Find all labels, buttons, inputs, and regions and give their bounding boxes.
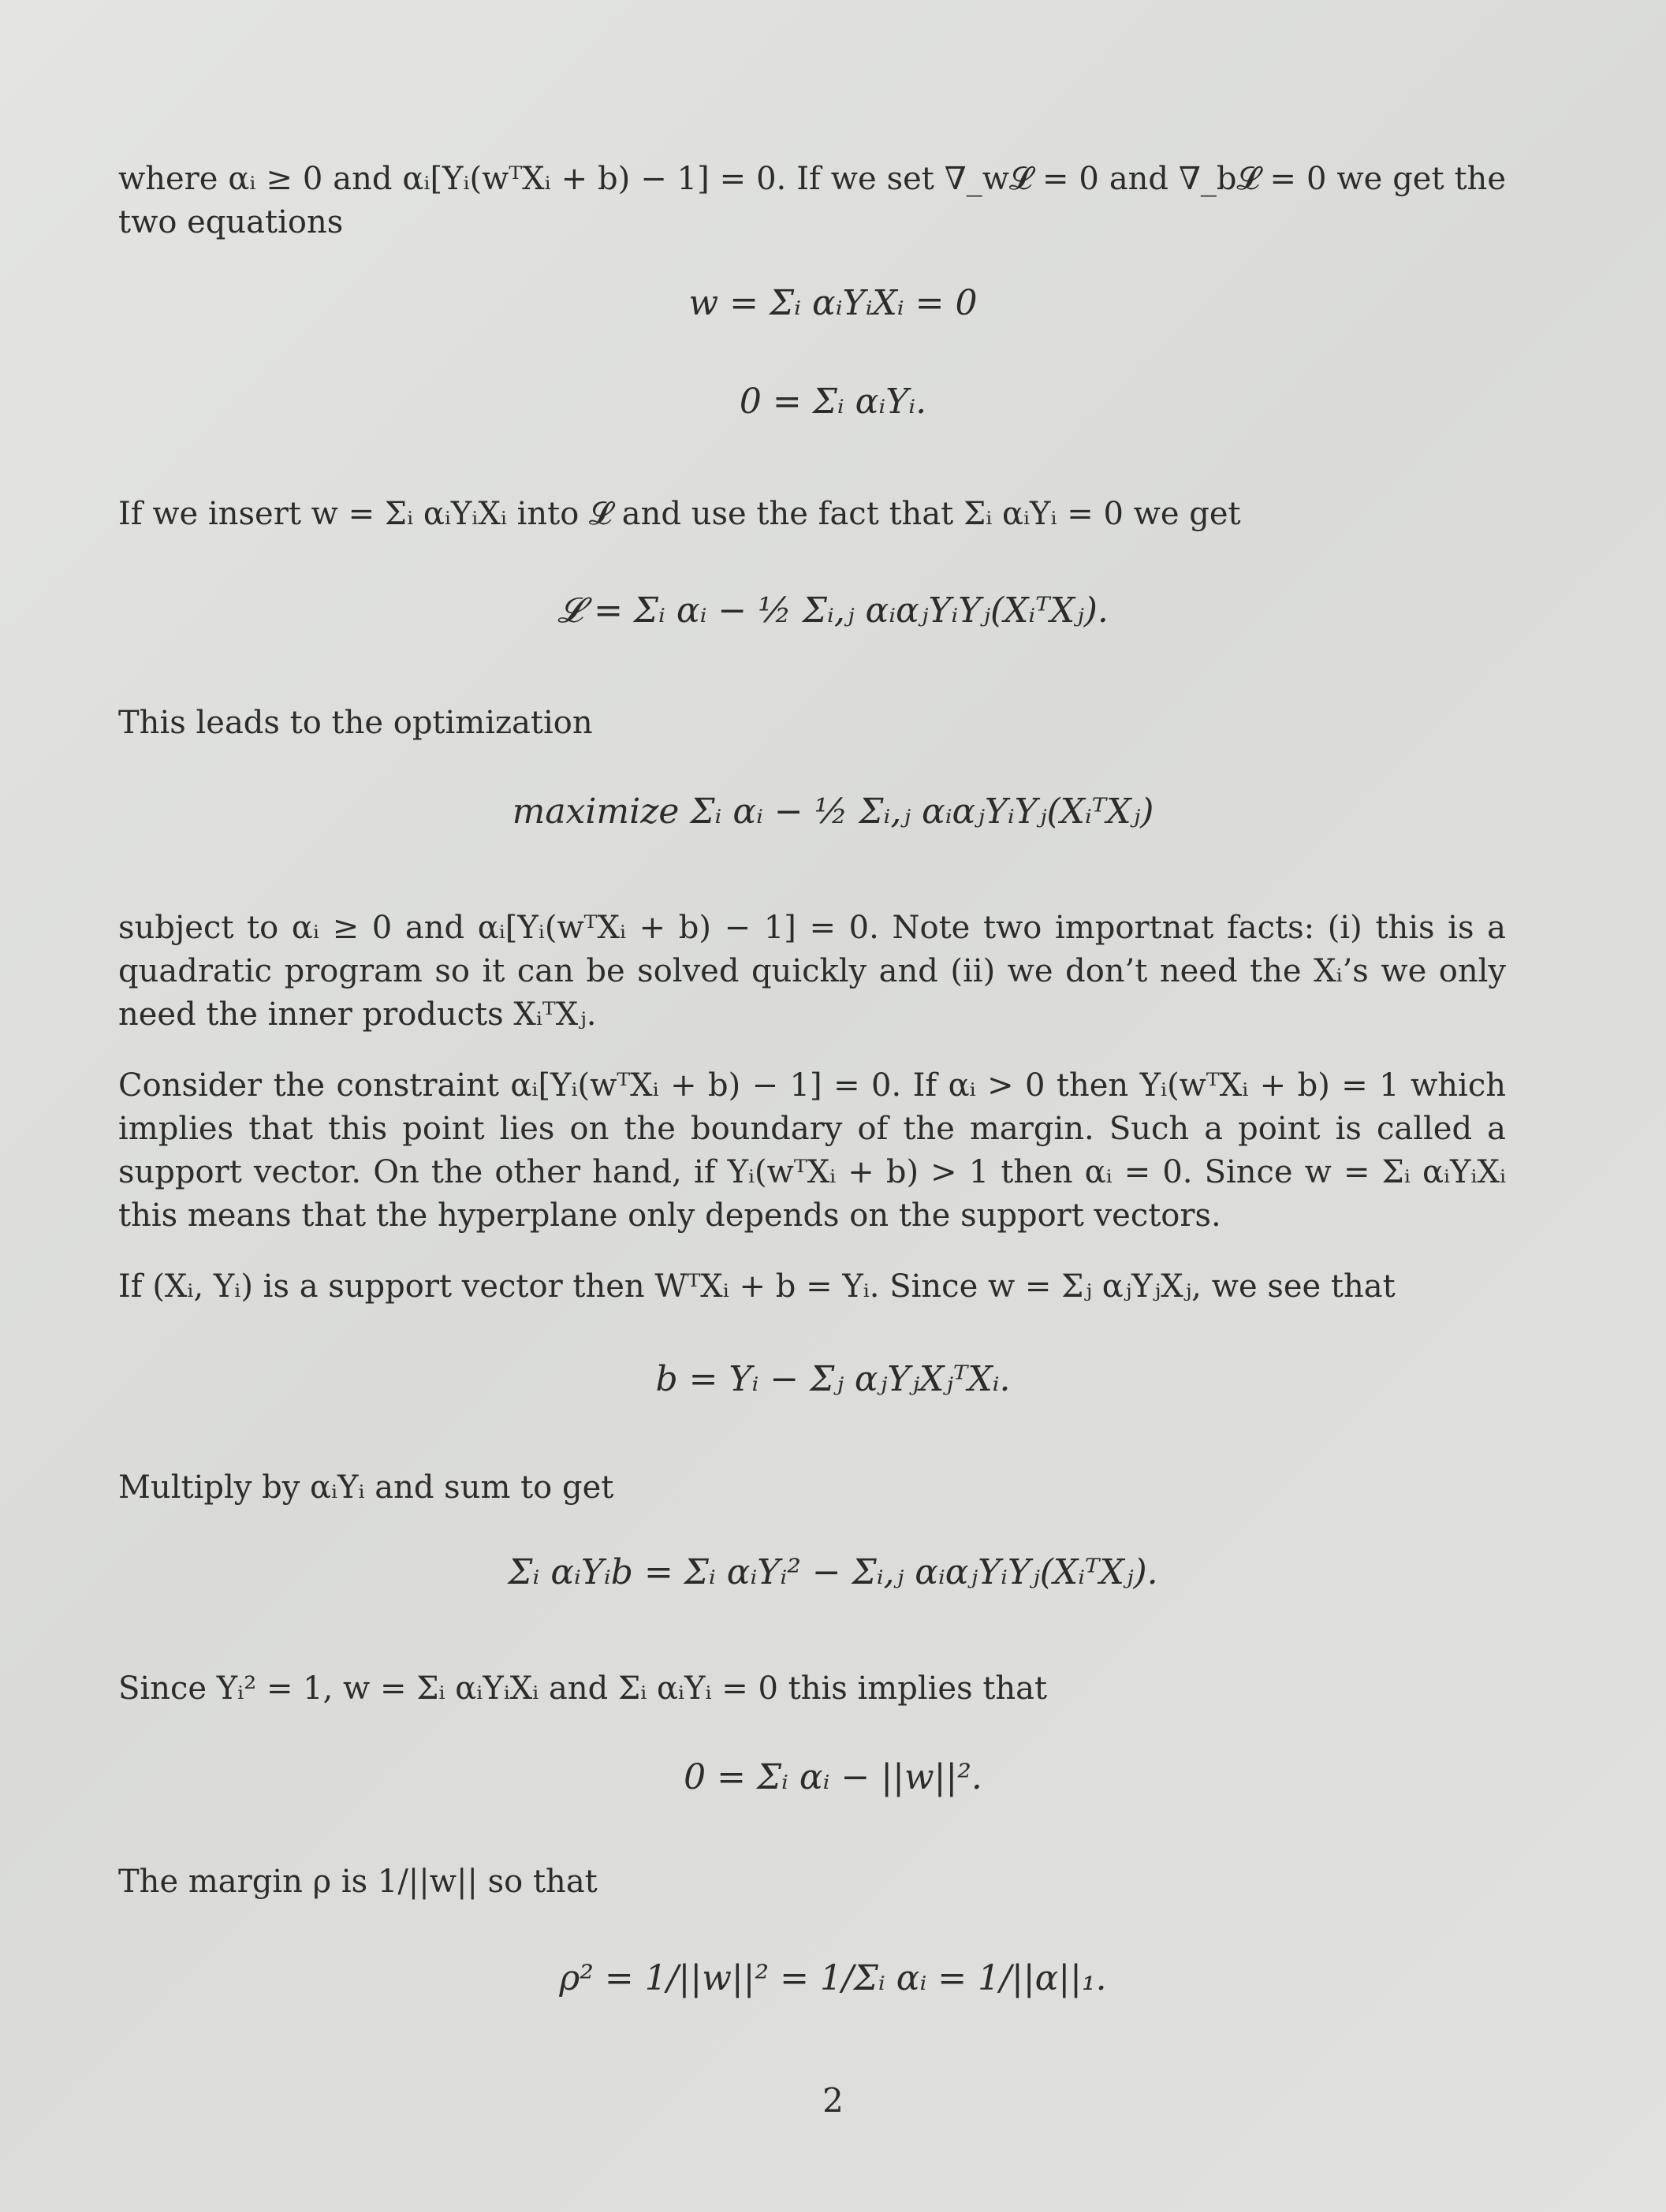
equation-zero-sum: 0 = Σᵢ αᵢYᵢ. xyxy=(739,382,927,422)
equation-margin: ρ² = 1/||w||² = 1/Σᵢ αᵢ = 1/||α||₁. xyxy=(559,1958,1107,1998)
paragraph-6: If (Xᵢ, Yᵢ) is a support vector then WᵀXᵢ + b = Yᵢ. Since w = Σⱼ αⱼYⱼXⱼ, we see that xyxy=(118,1268,1396,1305)
equation-b: b = Yᵢ − Σⱼ αⱼYⱼXⱼᵀXᵢ. xyxy=(655,1359,1011,1399)
paragraph-8: Since Yᵢ² = 1, w = Σᵢ αᵢYᵢXᵢ and Σᵢ αᵢYᵢ = 0 this implies that xyxy=(118,1670,1048,1707)
paragraph-5: Consider the constraint αᵢ[Yᵢ(wᵀXᵢ + b) − 1] = 0. If αᵢ > 0 then Yᵢ(wᵀXᵢ + b) = 1 which implies that this point lies on the boundary of the margin. Such a point is called a support vector. On the other hand, if Yᵢ(wᵀXᵢ + b) > 1 then αᵢ = 0. Since w = Σᵢ αᵢYᵢXᵢ this means that the hyperplane only depends on the support vectors. xyxy=(118,1067,1506,1234)
equation-norm: 0 = Σᵢ αᵢ − ||w||². xyxy=(684,1757,982,1797)
paragraph-4: subject to αᵢ ≥ 0 and αᵢ[Yᵢ(wᵀXᵢ + b) − 1] = 0. Note two importnat facts: (i) this is a quadratic program so it can be solved quickly and (ii) we don’t need the Xᵢ’s we only need the inner products XᵢᵀXⱼ. xyxy=(118,910,1506,1033)
paragraph-1: where αᵢ ≥ 0 and αᵢ[Yᵢ(wᵀXᵢ + b) − 1] = 0. If we set ∇_w𝓛 = 0 and ∇_b𝓛 = 0 we get the two equations xyxy=(118,161,1506,240)
page-number: 2 xyxy=(822,2081,844,2120)
equation-w-sum: w = Σᵢ αᵢYᵢXᵢ = 0 xyxy=(688,283,978,323)
equation-multiply-sum: Σᵢ αᵢYᵢb = Σᵢ αᵢYᵢ² − Σᵢ,ⱼ αᵢαⱼYᵢYⱼ(XᵢᵀXⱼ). xyxy=(508,1552,1158,1592)
paragraph-7: Multiply by αᵢYᵢ and sum to get xyxy=(118,1469,614,1506)
equation-maximize: maximize Σᵢ αᵢ − ½ Σᵢ,ⱼ αᵢαⱼYᵢYⱼ(XᵢᵀXⱼ) xyxy=(512,791,1154,832)
paragraph-3: This leads to the optimization xyxy=(118,705,593,741)
paragraph-2: If we insert w = Σᵢ αᵢYᵢXᵢ into 𝓛 and use the fact that Σᵢ αᵢYᵢ = 0 we get xyxy=(118,496,1241,532)
paragraph-9: The margin ρ is 1/||w|| so that xyxy=(118,1864,598,1900)
equation-lagrangian: 𝓛 = Σᵢ αᵢ − ½ Σᵢ,ⱼ αᵢαⱼYᵢYⱼ(XᵢᵀXⱼ). xyxy=(557,590,1109,631)
